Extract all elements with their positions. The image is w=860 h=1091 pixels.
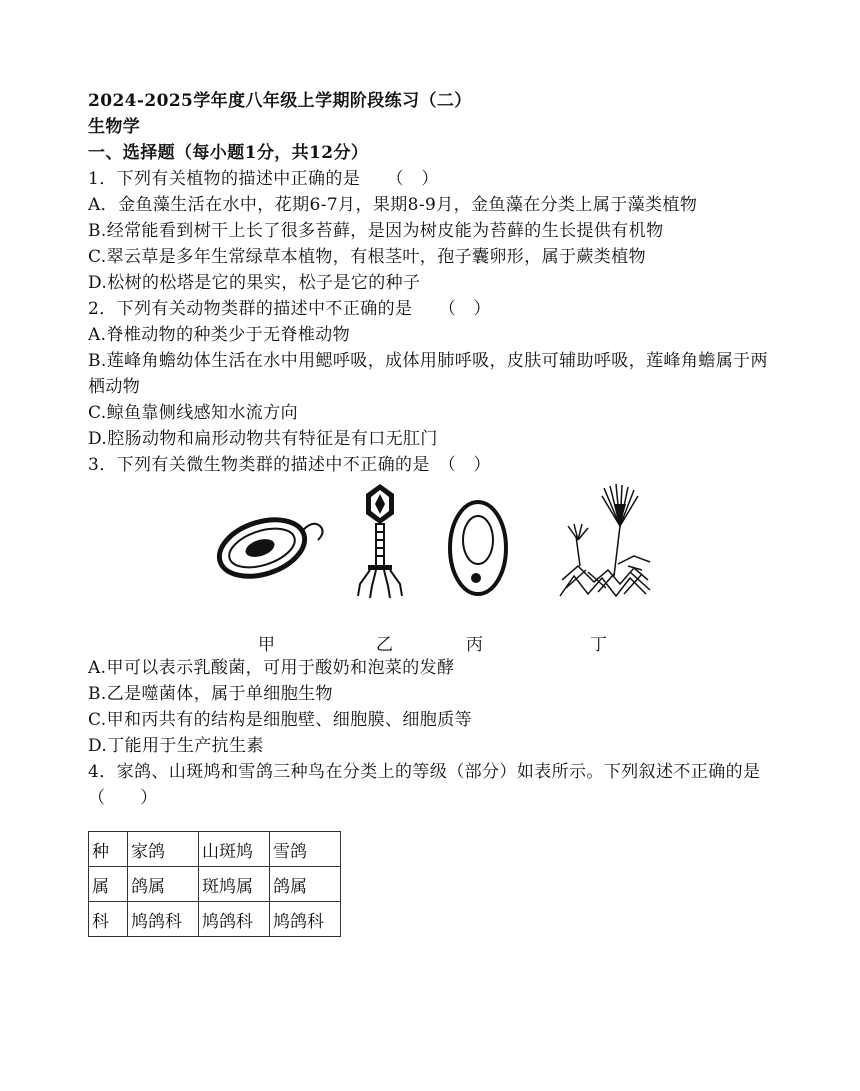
exam-page: [88, 88, 778, 937]
table-cell: 种: [89, 832, 128, 867]
table-cell: 科: [89, 902, 128, 937]
table-cell: 家鸽: [128, 832, 199, 867]
table-cell: 属: [89, 867, 128, 902]
q1-option-c: C.翠云草是多年生常绿草本植物，有根茎叶，孢子囊卵形，属于蕨类植物: [88, 247, 647, 267]
yeast-figure: [443, 496, 513, 601]
q1-option-b: B.经常能看到树干上长了很多苔藓，是因为树皮能为苔藓的生长提供有机物: [88, 221, 664, 241]
table-cell: 鸠鸽科: [128, 902, 199, 937]
figure-label-yi: 乙: [376, 635, 393, 655]
section-title: 一、选择题（每小题1分，共12分）: [88, 143, 369, 163]
q3-option-a: A.甲可以表示乳酸菌，可用于酸奶和泡菜的发酵: [88, 658, 455, 678]
q4-stem: 4．家鸽、山斑鸠和雪鸽三种鸟在分类上的等级（部分）如表所示。下列叙述不正确的是（ ）: [88, 762, 761, 808]
q3-stem: 3．下列有关微生物类群的描述中不正确的是 （ ）: [88, 455, 491, 475]
q2-option-c: C.鲸鱼靠侧线感知水流方向: [88, 403, 299, 423]
penicillium-figure: [558, 484, 658, 604]
table-cell: 鸠鸽科: [270, 902, 341, 937]
classification-table: [88, 831, 341, 937]
table-cell: 山斑鸠: [199, 832, 270, 867]
q3-option-b: B.乙是噬菌体，属于单细胞生物: [88, 684, 333, 704]
figure-label-jia: 甲: [258, 635, 275, 655]
q1-option-a: A．金鱼藻生活在水中，花期6-7月，果期8-9月，金鱼藻在分类上属于藻类植物: [88, 195, 698, 215]
q2-stem: 2．下列有关动物类群的描述中不正确的是 （ ）: [88, 299, 491, 319]
table-row: [89, 867, 341, 902]
figure-label-bing: 丙: [466, 635, 483, 655]
q3-option-c: C.甲和丙共有的结构是细胞壁、细胞膜、细胞质等: [88, 710, 473, 730]
table-row: [89, 902, 341, 937]
q2-option-d: D.腔肠动物和扁形动物共有特征是有口无肛门: [88, 429, 438, 449]
q1-stem: 1．下列有关植物的描述中正确的是 （ ）: [88, 169, 439, 189]
table-cell: 雪鸽: [270, 832, 341, 867]
q2-option-b: B.莲峰角蟾幼体生活在水中用鳃呼吸，成体用肺呼吸，皮肤可辅助呼吸，莲峰角蟾属于两栖动物: [88, 351, 768, 397]
q1-option-d: D.松树的松塔是它的果实，松子是它的种子: [88, 273, 421, 293]
q3-option-d: D.丁能用于生产抗生素: [88, 736, 264, 756]
table-row: [89, 832, 341, 867]
bacterium-figure: [210, 498, 330, 583]
table-cell: 鸽属: [128, 867, 199, 902]
exam-title: 2024-2025学年度八年级上学期阶段练习（二）: [88, 91, 472, 111]
bacteriophage-figure: [350, 480, 410, 605]
q2-option-a: A.脊椎动物的种类少于无脊椎动物: [88, 325, 351, 345]
subject-title: 生物学: [88, 117, 141, 137]
microbe-figures: [88, 480, 778, 655]
table-cell: 鸠鸽科: [199, 902, 270, 937]
figure-label-ding: 丁: [590, 635, 607, 655]
table-cell: 斑鸠属: [199, 867, 270, 902]
table-cell: 鸽属: [270, 867, 341, 902]
